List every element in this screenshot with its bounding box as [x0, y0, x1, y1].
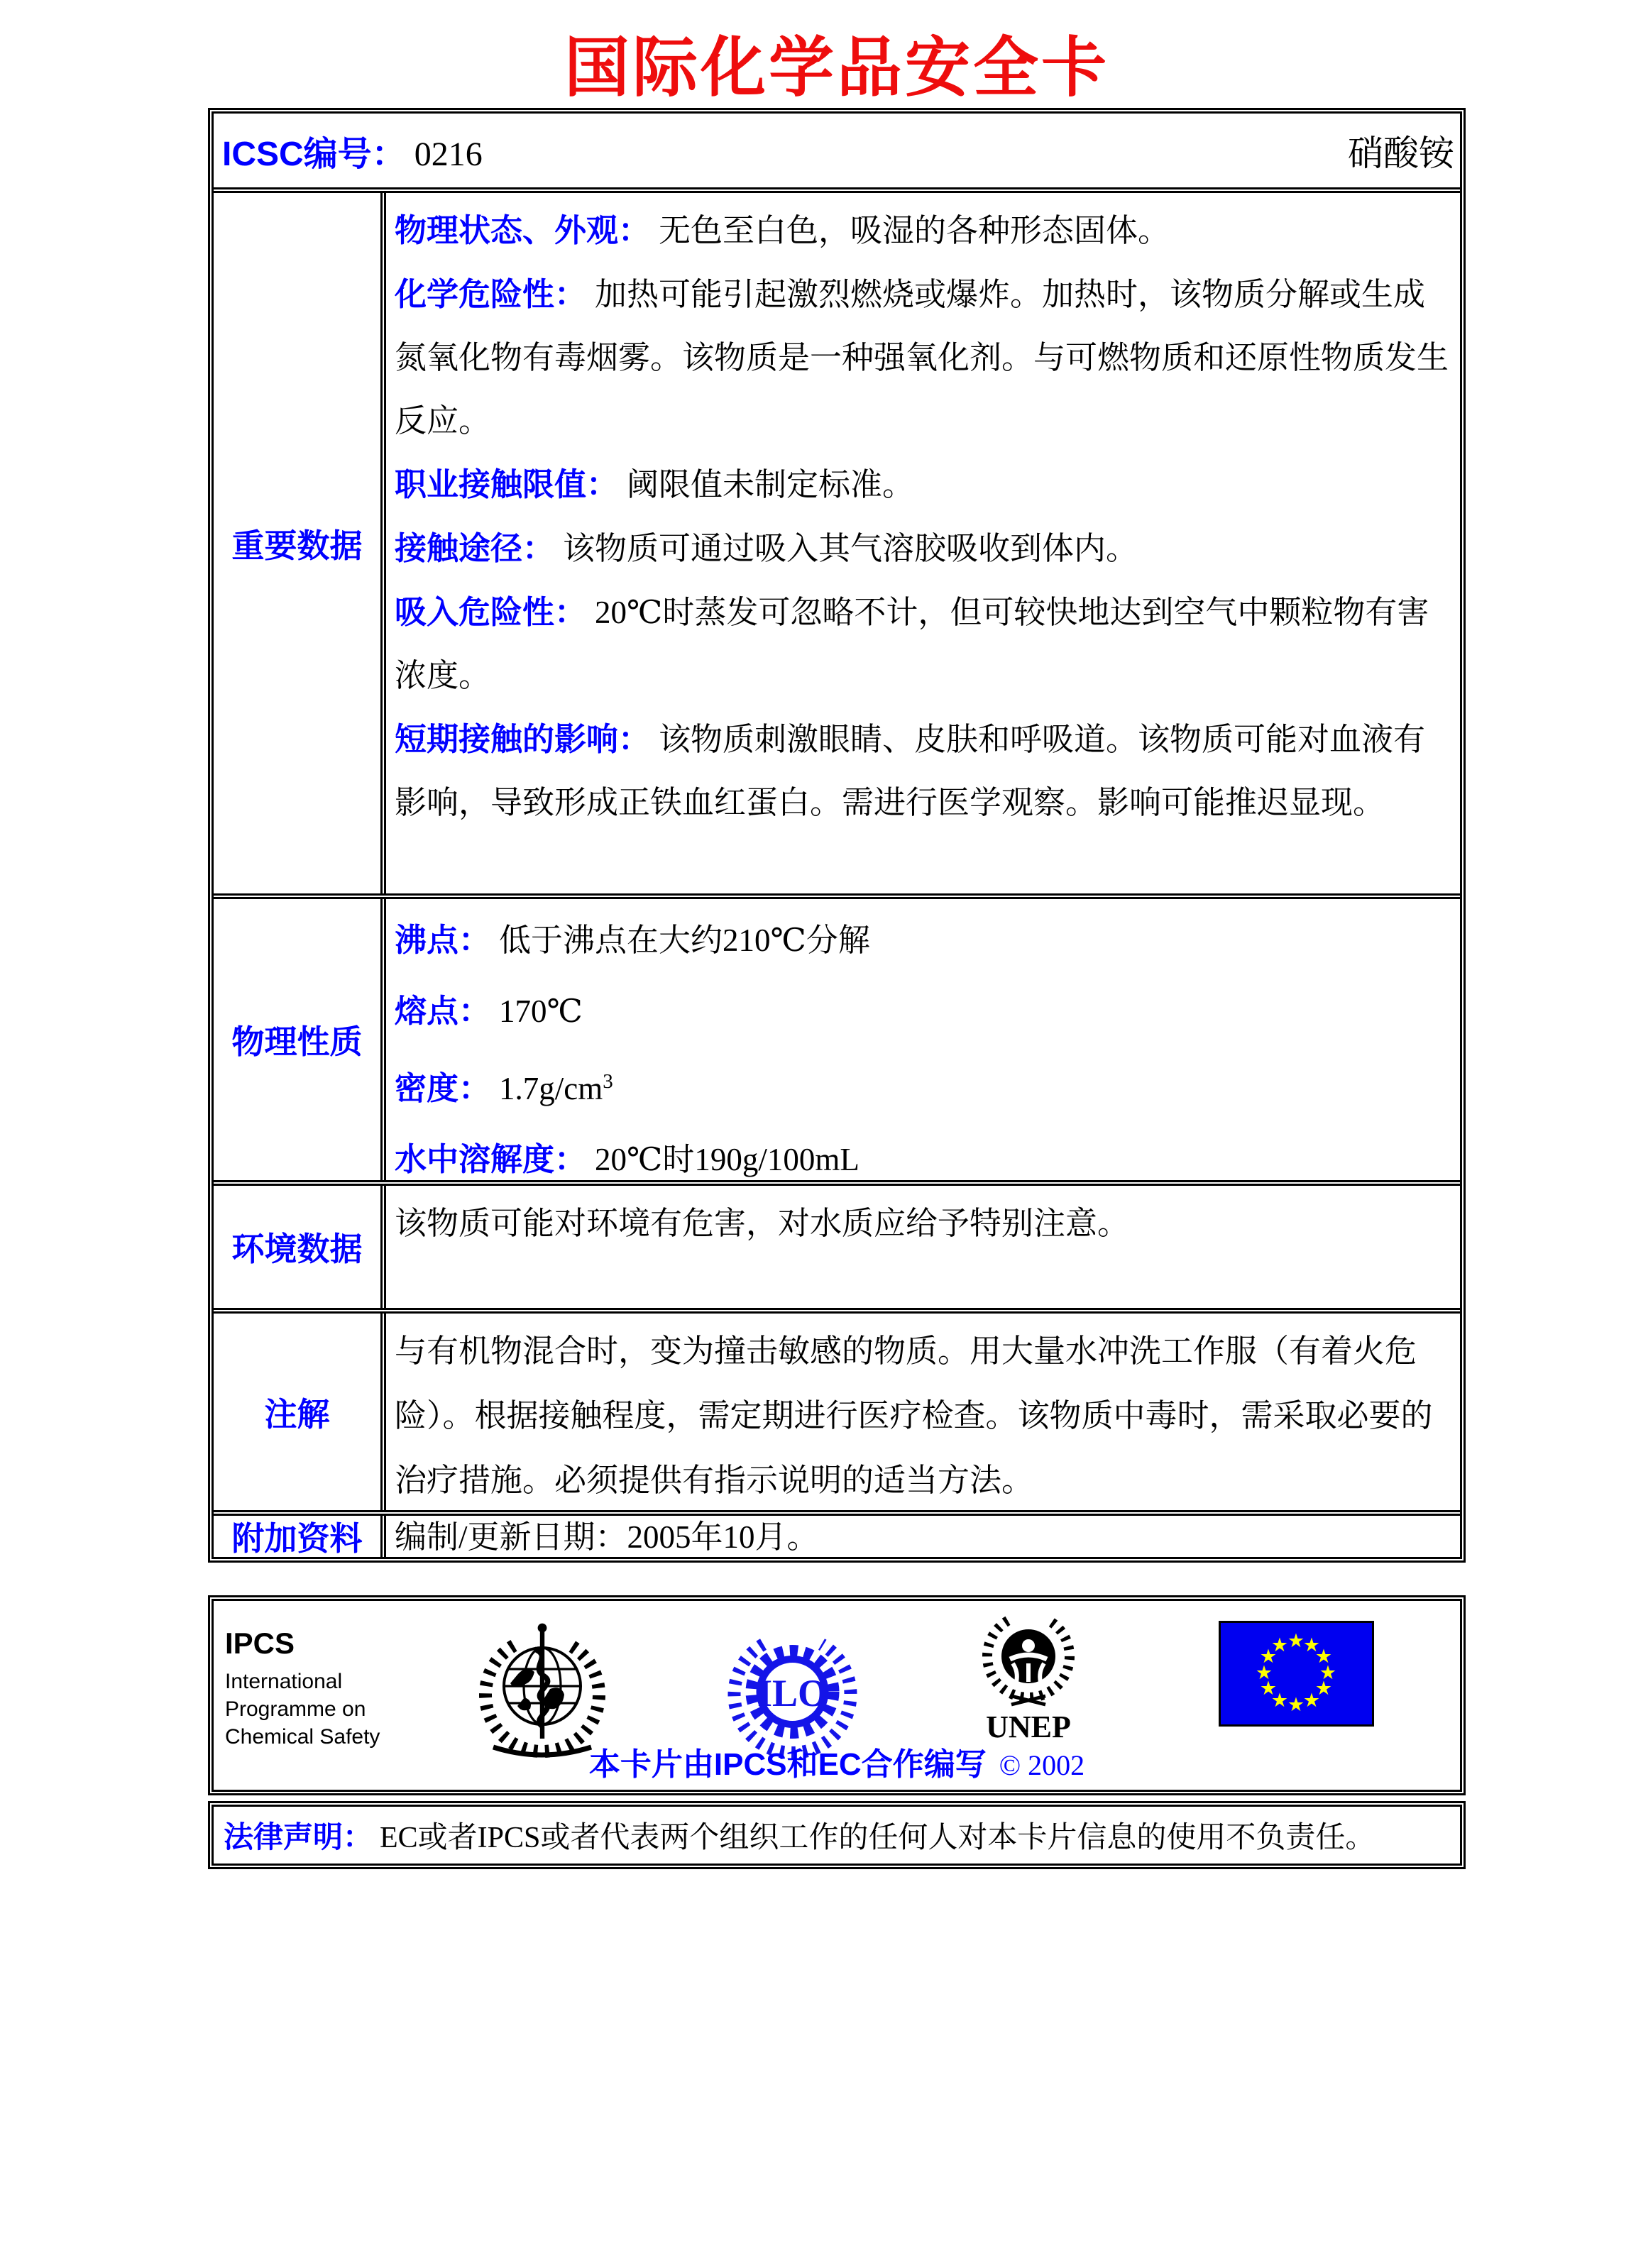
icsc-number-label: ICSC编号：: [222, 135, 406, 173]
section-label-important-data: 重要数据: [214, 193, 386, 893]
ilo-letters: ILO: [757, 1672, 828, 1714]
eu-star-icon: ★: [1270, 1634, 1289, 1656]
section-row-physical-properties: [214, 893, 1460, 1180]
chemical-name: 硝酸铵: [1348, 133, 1454, 173]
legal-text: EC或者IPCS或者代表两个组织工作的任何人对本卡片信息的使用不负责任。: [380, 1822, 1375, 1854]
ipcs-line: Chemical Safety: [225, 1725, 380, 1749]
field-update-date: 编制/更新日期：2005年10月。: [395, 1519, 819, 1555]
eu-star-icon: ★: [1319, 1662, 1337, 1684]
field-physical-state: 物理状态、外观： 无色至白色，吸湿的各种形态固体。: [395, 212, 1170, 248]
section-label-environmental-data: 环境数据: [214, 1186, 386, 1308]
section-content-additional-info: [386, 1516, 1460, 1557]
field-environment-text: 该物质可能对环境有危害，对水质应给予特别注意。: [395, 1206, 1130, 1241]
caption-text: 本卡片由IPCS和EC合作编写: [588, 1747, 987, 1782]
eu-star-icon: ★: [1287, 1630, 1305, 1652]
unep-logo-icon: [972, 1611, 1085, 1745]
section-row-notes: [214, 1308, 1460, 1510]
field-density: 密度： $1.7g/cm^3$: [395, 1070, 613, 1106]
eu-star-icon: ★: [1287, 1694, 1305, 1716]
eu-star-icon: ★: [1314, 1678, 1333, 1700]
section-content-environmental-data: [386, 1186, 1460, 1308]
eu-star-icon: ★: [1302, 1634, 1321, 1656]
icsc-table: [208, 108, 1466, 1563]
panel-caption: [214, 1739, 1460, 1784]
eu-star-icon: ★: [1255, 1662, 1273, 1684]
eu-star-icon: ★: [1259, 1678, 1278, 1700]
ipcs-acronym: IPCS: [225, 1626, 295, 1660]
header-row: [214, 114, 1460, 187]
legal-notice: [208, 1801, 1466, 1869]
section-label-additional-info: 附加资料: [214, 1516, 386, 1557]
field-short-term-effects: 短期接触的影响： 该物质刺激眼睛、皮肤和呼吸道。该物质可能对血液有影响，导致形成正铁血红蛋白。需进行医学观察。影响可能推迟显现。: [395, 721, 1426, 820]
eu-star-icon: ★: [1314, 1646, 1333, 1668]
field-water-solubility: 水中溶解度： 20℃时190g/100mL: [395, 1141, 860, 1177]
section-row-additional-info: [214, 1510, 1460, 1557]
eu-star-icon: ★: [1270, 1690, 1289, 1712]
copyright-text: © 2002: [999, 1749, 1085, 1781]
legal-label: 法律声明：: [224, 1820, 373, 1854]
logos-panel: [208, 1595, 1466, 1795]
eu-star-icon: ★: [1259, 1646, 1278, 1668]
ipcs-block: [225, 1626, 380, 1751]
section-label-physical-properties: 物理性质: [214, 899, 386, 1180]
field-notes-text: 与有机物混合时，变为撞击敏感的物质。用大量水冲洗工作服（有着火危险）。根据接触程度，需定期进行医疗检查。该物质中毒时，需采取必要的治疗措施。必须提供有指示说明的适当方法。: [395, 1333, 1433, 1498]
field-melting-point: 熔点： 170℃: [395, 993, 583, 1029]
ipcs-line: Programme on: [225, 1697, 366, 1721]
field-occupational-limit: 职业接触限值： 阈限值未制定标准。: [395, 466, 915, 502]
field-exposure-route: 接触途径： 该物质可通过吸入其气溶胶吸收到体内。: [395, 530, 1138, 566]
section-content-important-data: [386, 193, 1460, 893]
eu-flag-icon: [1219, 1621, 1374, 1727]
unep-letters: UNEP: [986, 1710, 1071, 1741]
density-superscript: 3: [603, 1070, 613, 1093]
section-content-notes: [386, 1314, 1460, 1510]
icsc-number-value: 0216: [414, 135, 483, 173]
field-inhalation-risk: 吸入危险性： 20℃时蒸发可忽略不计，但可较快地达到空气中颗粒物有害浓度。: [395, 594, 1429, 693]
field-boiling-point: 沸点： 低于沸点在大约210℃分解: [395, 922, 870, 958]
section-row-important-data: [214, 187, 1460, 893]
ipcs-line: International: [225, 1670, 343, 1693]
section-row-environmental-data: [214, 1180, 1460, 1308]
field-chemical-danger: 化学危险性： 加热可能引起激烈燃烧或爆炸。加热时，该物质分解或生成氮氧化物有毒烟雾。该物质是一种强氧化剂。与可燃物质和还原性物质发生反应。: [395, 276, 1449, 439]
icsc-number: [222, 126, 483, 175]
page-title: 国际化学品安全卡: [564, 32, 1109, 104]
section-content-physical-properties: [386, 899, 1460, 1180]
eu-star-icon: ★: [1302, 1690, 1321, 1712]
section-label-notes: 注解: [214, 1314, 386, 1510]
